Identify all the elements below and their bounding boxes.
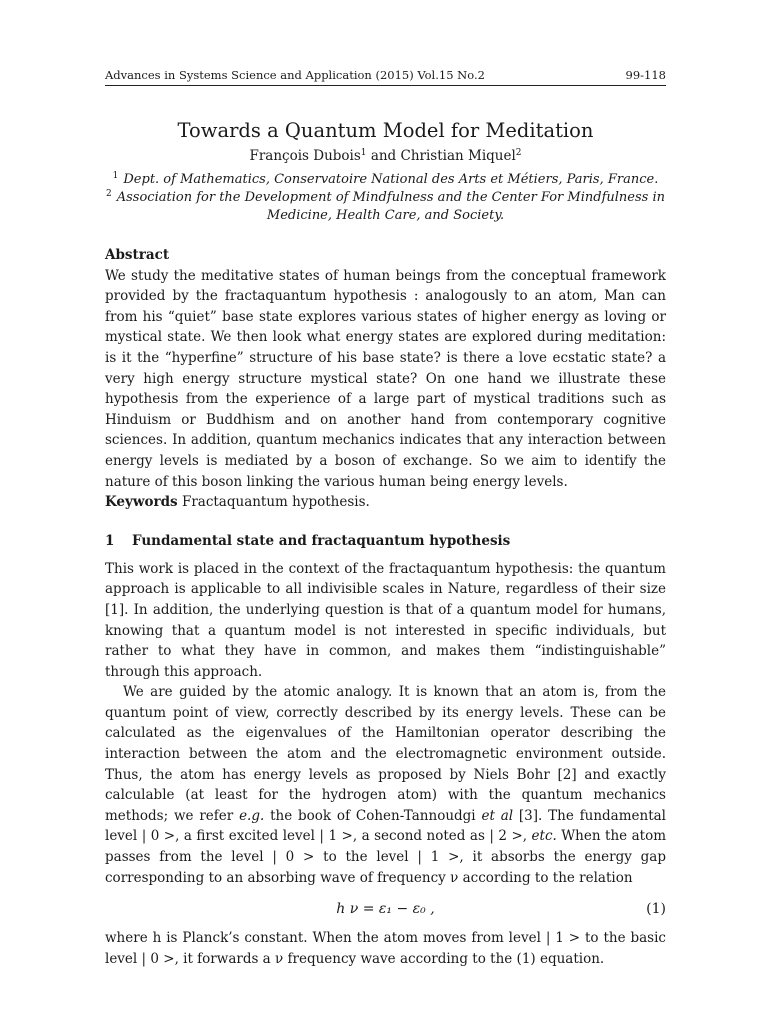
emphasis-text: et al	[481, 807, 514, 824]
equation-body: h ν = ε₁ − ε₀ ,	[336, 901, 435, 918]
keywords-label: Keywords	[105, 494, 178, 511]
affiliation-text: Dept. of Mathematics, Conservatoire National des Arts et Métiers, Paris, France.	[123, 172, 659, 187]
equation-number: (1)	[646, 901, 666, 918]
paragraph: where h is Planck’s constant. When the atom moves from level | 1 > to the basic level | 0 >, it forwards a ν frequency wave according to the (1) equation.	[105, 930, 666, 967]
author-affiliation-mark: 1	[360, 148, 367, 158]
running-head	[105, 68, 666, 82]
authors-line	[105, 147, 666, 165]
section-number: 1	[105, 532, 115, 549]
equation	[105, 892, 666, 926]
abstract	[105, 245, 666, 513]
author-affiliation-mark: 2	[515, 148, 522, 158]
affiliations	[105, 171, 666, 225]
journal-reference: Advances in Systems Science and Application (2015) Vol.15 No.2	[105, 68, 485, 82]
author-name: Christian Miquel	[400, 148, 516, 164]
emphasis-text: etc.	[531, 828, 557, 845]
author-name: François Dubois	[249, 148, 361, 164]
paper-title: Towards a Quantum Model for Meditation	[177, 119, 594, 142]
page-range: 99-118	[625, 68, 666, 82]
paragraph-text: [3]. The fundamental level | 0 >, a first excited level | 1 >, a second noted as | 2 >,	[105, 807, 666, 845]
header-rule	[105, 85, 666, 86]
emphasis-text: e.g.	[239, 807, 265, 824]
affiliation-mark: 1	[112, 171, 119, 181]
abstract-text: We study the meditative states of human beings from the conceptual framework provided by the fractaquantum hypothesis : analogously to an atom, Man can from his “quiet” base state explores various states of higher energy as loving or mystical state. We then look what energy states are explored during meditation: is it the “hyperfine” structure of his base state? is there a love ecstatic state? a very high energy structure mystical state? On one hand we illustrate these hypothesis from the experience of a large part of mystical traditions such as Hinduism or Buddhism and on another hand from contemporary cognitive sciences. In addition, quantum mechanics indicates that any interaction between energy levels is mediated by a boson of exchange. So we aim to identify the nature of this boson linking the various human being energy levels.	[105, 267, 666, 490]
affiliation-mark: 2	[106, 189, 112, 199]
keywords-text: Fractaquantum hypothesis.	[181, 494, 370, 511]
section-heading	[105, 531, 666, 551]
paragraph	[105, 682, 666, 888]
paragraph-text: We are guided by the atomic analogy. It is known that an atom is, from the quantum point of view, correctly described by its energy levels. These can be calculated as the eigenvalues of the Hamiltonian operator describing the interaction between the atom and the electromagnetic environment outside. Thus, the atom has energy levels as proposed by Niels Bohr [2] and exactly calculable (at least for the hydrogen atom) with the quantum mechanics methods; we refer	[105, 684, 666, 824]
paragraph: This work is placed in the context of the fractaquantum hypothesis: the quantum approach is applicable to all indivisible scales in Nature, regardless of their size [1]. In addition, the underlying question is that of a quantum model for humans, knowing that a quantum model is not interested in specific individuals, but rather to what they have in common, and makes them “indistinguishable” through this approach.	[105, 560, 666, 680]
abstract-heading: Abstract	[105, 247, 170, 263]
author-connector: and	[370, 148, 397, 164]
paragraph-text: When the atom passes from the level | 0 > to the level | 1 >, it absorbs the energy gap corresponding to an absorbing wave of frequency ν according to the relation	[105, 828, 667, 886]
main-content	[105, 118, 666, 969]
section-title: Fundamental state and fractaquantum hypothesis	[132, 532, 511, 549]
affiliation-text: Association for the Development of Mindfulness and the Center For Mindfulness in Medicine, Health Care, and Society.	[116, 190, 665, 223]
affiliation	[105, 189, 666, 225]
paragraph-text: the book of Cohen-Tannoudgi	[264, 807, 482, 824]
affiliation	[105, 171, 666, 189]
